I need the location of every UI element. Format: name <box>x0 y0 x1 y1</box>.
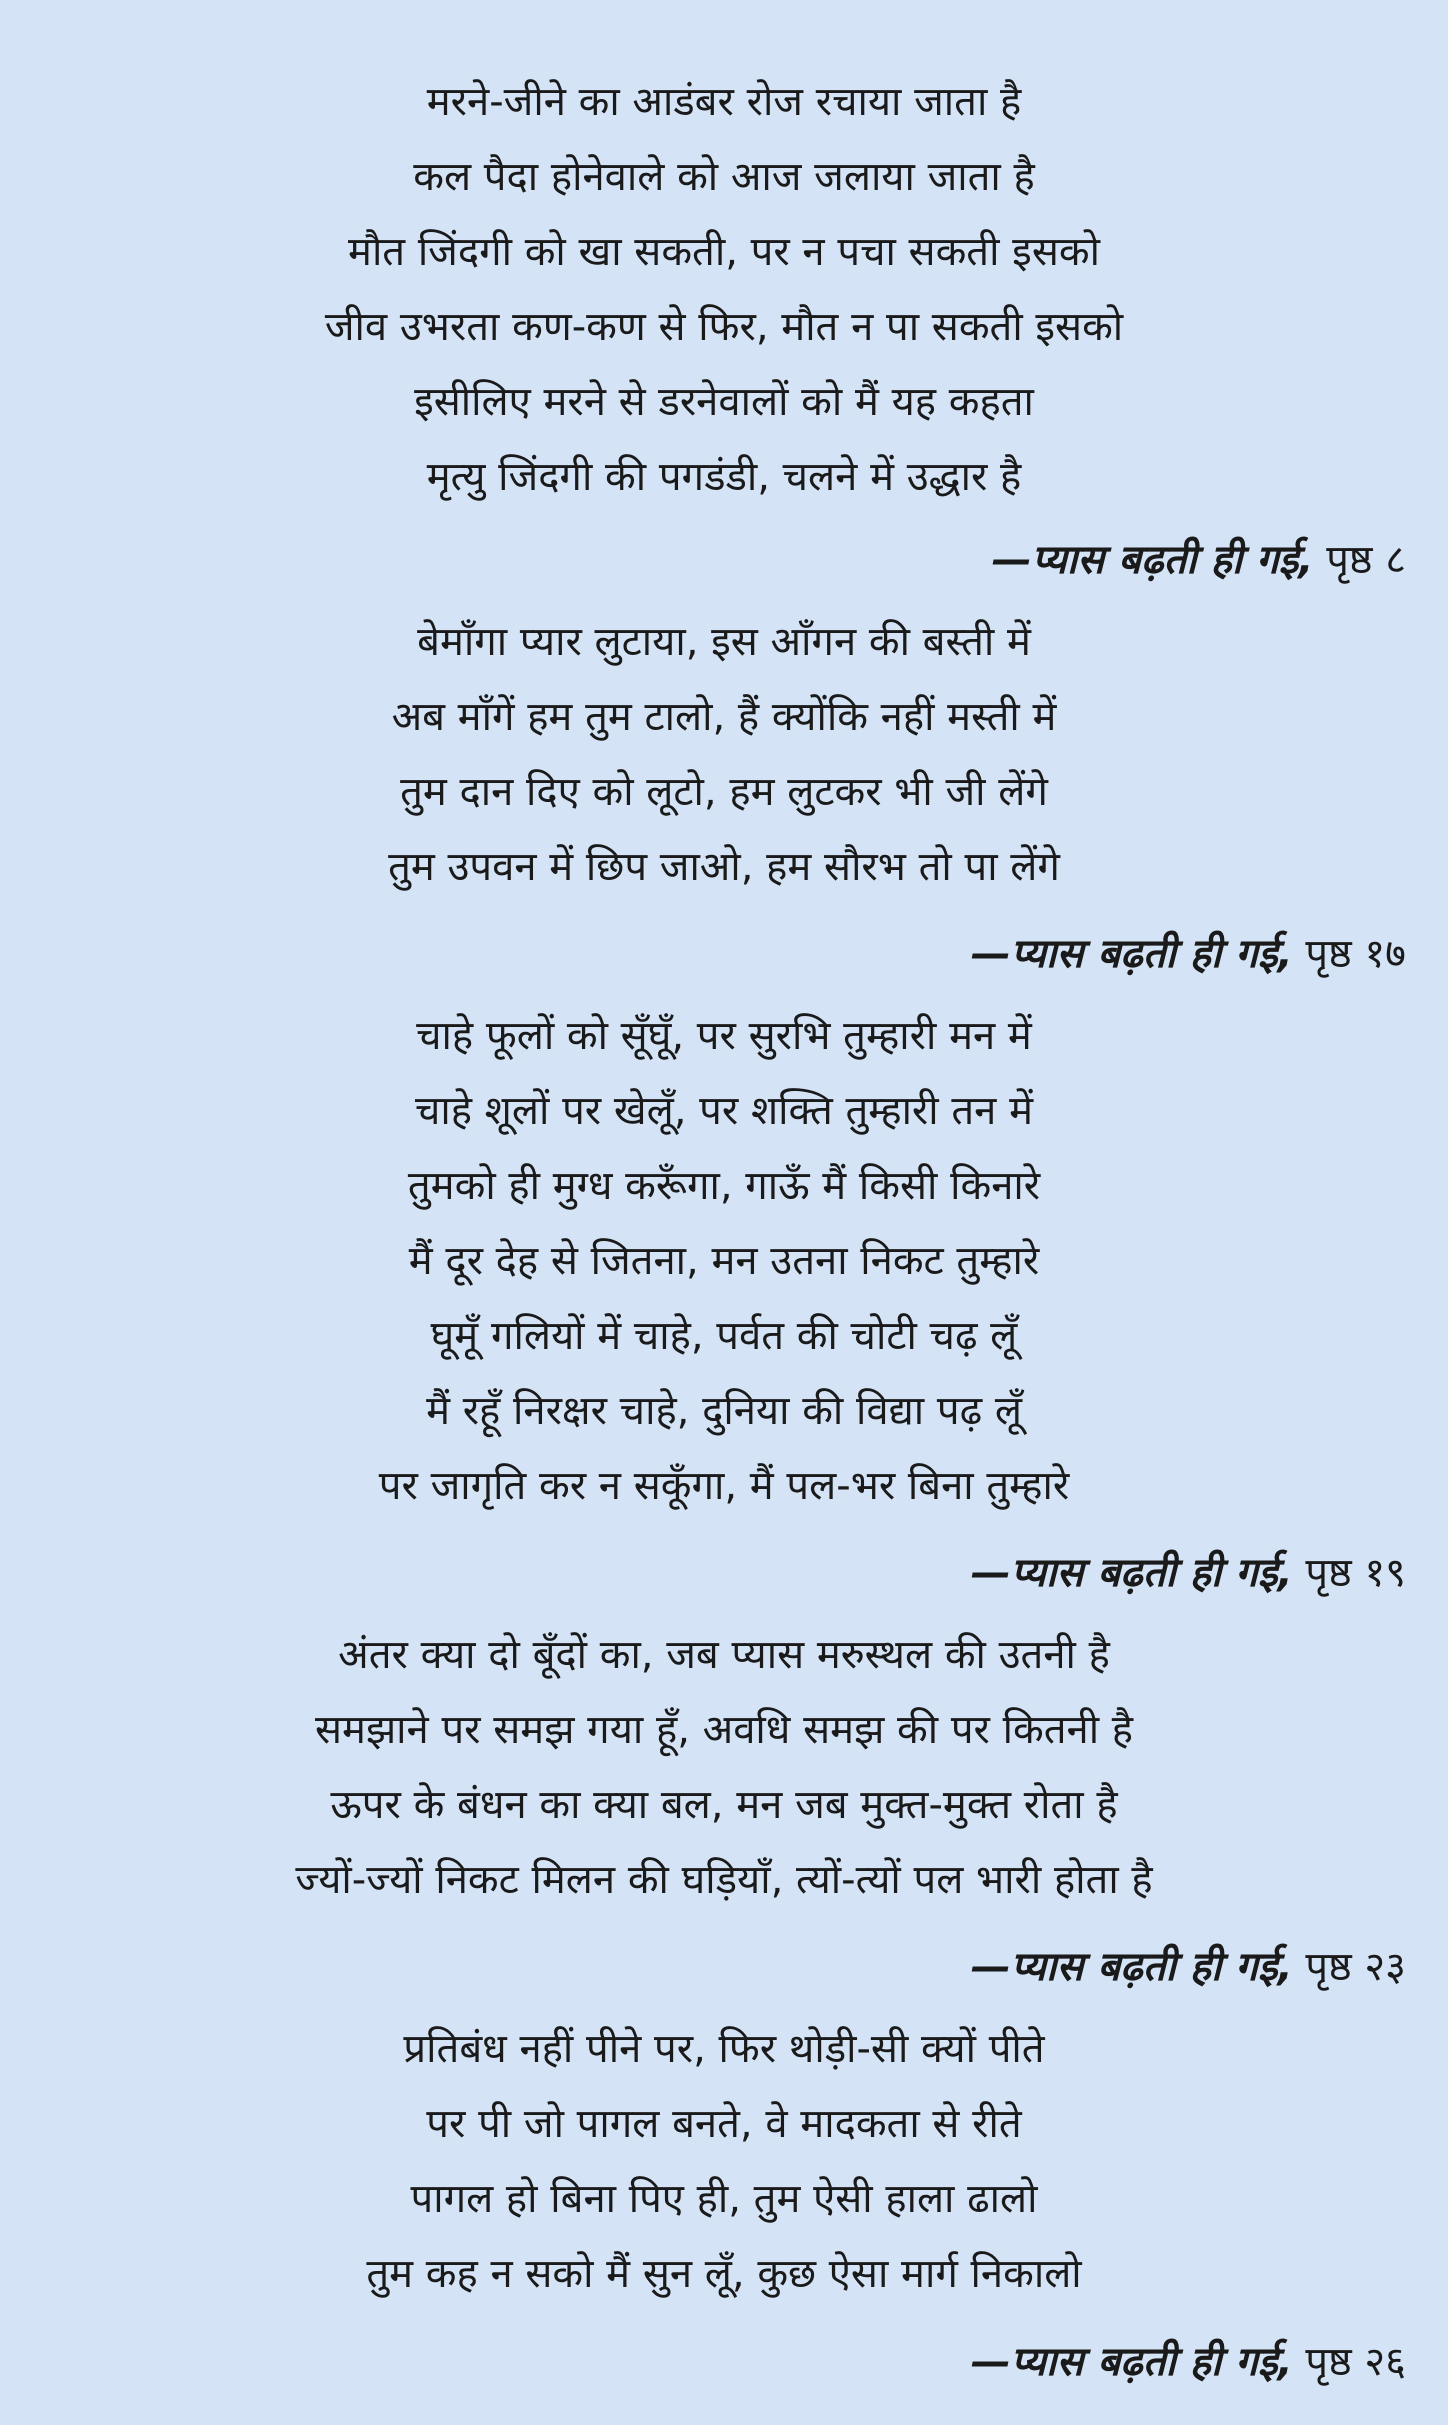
stanza <box>0 605 1448 905</box>
source-citation <box>971 1543 1406 1603</box>
stanza <box>0 2012 1448 2312</box>
verse-line: तुम उपवन में छिप जाओ, हम सौरभ तो पा लेंगे <box>388 844 1060 890</box>
verse-line: ऊपर के बंधन का क्या बल, मन जब मुक्त-मुक्त रोता है <box>330 1782 1118 1828</box>
verse-line: पर जागृति कर न सकूँगा, मैं पल-भर बिना तुम्हारे <box>378 1463 1070 1509</box>
verse-line: चाहे शूलों पर खेलूँ, पर शक्ति तुम्हारी तन में <box>414 1088 1034 1134</box>
verse-line: पागल हो बिना पिए ही, तुम ऐसी हाला ढालो <box>410 2176 1038 2222</box>
page-reference: पृष्ठ ८ <box>1326 537 1406 583</box>
citation-dash: — <box>970 1944 1011 1990</box>
verse-line: जीव उभरता कण-कण से फिर, मौत न पा सकती इसको <box>324 304 1124 350</box>
verse-line: समझाने पर समझ गया हूँ, अवधि समझ की पर कितनी है <box>314 1707 1134 1753</box>
verse-line: मौत जिंदगी को खा सकती, पर न पचा सकती इसको <box>348 229 1100 275</box>
verse-line: तुमको ही मुग्ध करूँगा, गाऊँ मैं किसी किनारे <box>407 1163 1041 1209</box>
citation-dash: — <box>970 931 1011 977</box>
book-title: प्यास बढ़ती ही गई, <box>1010 931 1293 977</box>
page-reference: पृष्ठ २६ <box>1305 2339 1406 2385</box>
page-reference: पृष्ठ २३ <box>1305 1944 1406 1990</box>
verse-line: मृत्यु जिंदगी की पगडंडी, चलने में उद्धार है <box>426 454 1022 500</box>
book-title: प्यास बढ़ती ही गई, <box>1031 537 1314 583</box>
verse-line: ज्यों-ज्यों निकट मिलन की घड़ियाँ, त्यों-त्यों पल भारी होता है <box>295 1857 1153 1903</box>
citation-dash: — <box>991 537 1032 583</box>
verse-line: अब माँगें हम तुम टालो, हैं क्योंकि नहीं मस्ती में <box>391 694 1057 740</box>
page-reference: पृष्ठ १९ <box>1305 1550 1406 1596</box>
verse-line: तुम दान दिए को लूटो, हम लुटकर भी जी लेंगे <box>400 769 1048 815</box>
source-citation <box>971 2332 1406 2392</box>
stanza <box>0 1618 1448 1918</box>
source-citation <box>992 530 1406 590</box>
verse-line: मरने-जीने का आडंबर रोज रचाया जाता है <box>426 79 1022 125</box>
verse-line: तुम कह न सको मैं सुन लूँ, कुछ ऐसा मार्ग निकालो <box>366 2251 1082 2297</box>
citation-dash: — <box>970 2339 1011 2385</box>
book-title: प्यास बढ़ती ही गई, <box>1010 2339 1293 2385</box>
verse-line: बेमाँगा प्यार लुटाया, इस आँगन की बस्ती में <box>417 619 1031 665</box>
verse-line: प्रतिबंध नहीं पीने पर, फिर थोड़ी-सी क्यों पीते <box>403 2026 1045 2072</box>
verse-line: मैं रहूँ निरक्षर चाहे, दुनिया की विद्या पढ़ लूँ <box>426 1388 1022 1434</box>
verse-line: घूमूँ गलियों में चाहे, पर्वत की चोटी चढ़ लूँ <box>430 1313 1018 1359</box>
stanza <box>0 65 1448 515</box>
book-title: प्यास बढ़ती ही गई, <box>1010 1550 1293 1596</box>
page-reference: पृष्ठ १७ <box>1305 931 1406 977</box>
verse-line: मैं दूर देह से जितना, मन उतना निकट तुम्हारे <box>408 1238 1040 1284</box>
citation-dash: — <box>970 1550 1011 1596</box>
source-citation <box>971 924 1406 984</box>
verse-line: चाहे फूलों को सूँघूँ, पर सुरभि तुम्हारी मन में <box>416 1013 1032 1059</box>
verse-line: पर पी जो पागल बनते, वे मादकता से रीते <box>426 2101 1022 2147</box>
source-citation <box>971 1937 1406 1997</box>
book-title: प्यास बढ़ती ही गई, <box>1010 1944 1293 1990</box>
stanza <box>0 999 1448 1524</box>
verse-line: कल पैदा होनेवाले को आज जलाया जाता है <box>413 154 1035 200</box>
verse-line: इसीलिए मरने से डरनेवालों को मैं यह कहता <box>414 379 1034 425</box>
verse-line: अंतर क्या दो बूँदों का, जब प्यास मरुस्थल की उतनी है <box>338 1632 1110 1678</box>
